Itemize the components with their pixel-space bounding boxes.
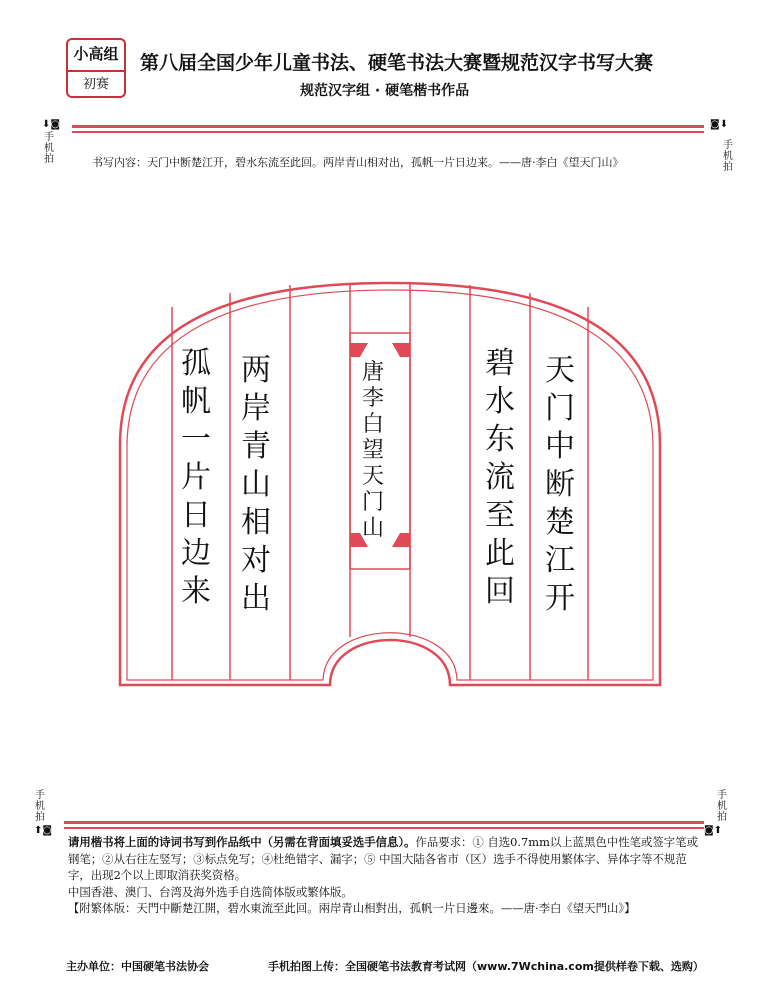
camera-icon: ◙ [710,119,720,130]
camera-icon: ◙ [42,825,53,836]
side-label-bottom-right: 手 机 拍 [717,790,727,823]
arrow-up-icon: ⬆ [713,825,723,836]
organizer: 主办单位：中国硬笔书法协会 [66,960,209,973]
side-label-bottom-left: 手 机 拍 [35,790,45,823]
bottom-left-marker [34,825,52,836]
poem-column-4: 孤 帆 一 片 日 边 来 [181,346,211,609]
instructions-traditional: 【附繁体版：天門中斷楚江開，碧水東流至此回。兩岸青山相對出，孤帆一片日邊來。——唐·李白《望天門山》】 [68,901,636,916]
poem-column-2: 碧 水 东 流 至 此 回 [485,346,515,609]
side-label-top-right: 手 机 拍 [723,140,733,173]
poem-column-3: 两 岸 青 山 相 对 出 [241,353,271,616]
camera-icon: ◙ [704,825,714,836]
side-label-top-left: 手 机 拍 [44,132,54,165]
instructions-hk-tw: 中国香港、澳门、台湾及海外选手自选简体版或繁体版。 [68,884,353,899]
top-border-line-thin [72,131,704,133]
stage-label: 初赛 [82,77,109,92]
top-left-marker [42,119,60,130]
writing-content: 书写内容：天门中断楚江开，碧水东流至此回。两岸青山相对出，孤帆一片日边来。——唐·李白《望天门山》 [92,156,624,169]
top-border-line [72,125,704,128]
instructions-requirements: 作品要求：① 自选0.7mm以上蓝黑色中性笔或签字笔或钢笔；②从右往左竖写；③标点免写；④杜绝错字、漏字；⑤ 中国大陆各省市（区）选手不得使用繁体字、异体字等不规范字，出现2个以上即取消获奖资格。 [68,835,698,883]
arrow-down-icon: ⬇ [719,119,729,130]
bottom-border-line [64,821,704,824]
arrow-up-icon: ⬆ [34,825,43,836]
instructions-block [68,834,708,917]
top-right-marker [710,119,728,130]
bottom-border-line-thin [64,827,704,829]
poem-column-1: 天 门 中 断 楚 江 开 [545,353,575,616]
arrow-down-icon: ⬇ [42,119,51,130]
page-subtitle: 规范汉字组 · 硬笔楷书作品 [300,83,470,99]
signature-column: 唐 李 白 望 天 门 山 [361,360,384,541]
upload-info: 手机拍图上传：全国硬笔书法教育考试网（www.7Wchina.com提供样卷下载、选购） [268,960,704,973]
camera-icon: ◙ [50,119,61,130]
group-badge [66,38,126,98]
group-label: 小高组 [68,40,124,72]
instructions-lead: 请用楷书将上面的诗词书写到作品纸中（另需在背面填妥选手信息）。 [68,835,416,849]
page-title: 第八届全国少年儿童书法、硬笔书法大赛暨规范汉字书写大赛 [140,52,654,74]
